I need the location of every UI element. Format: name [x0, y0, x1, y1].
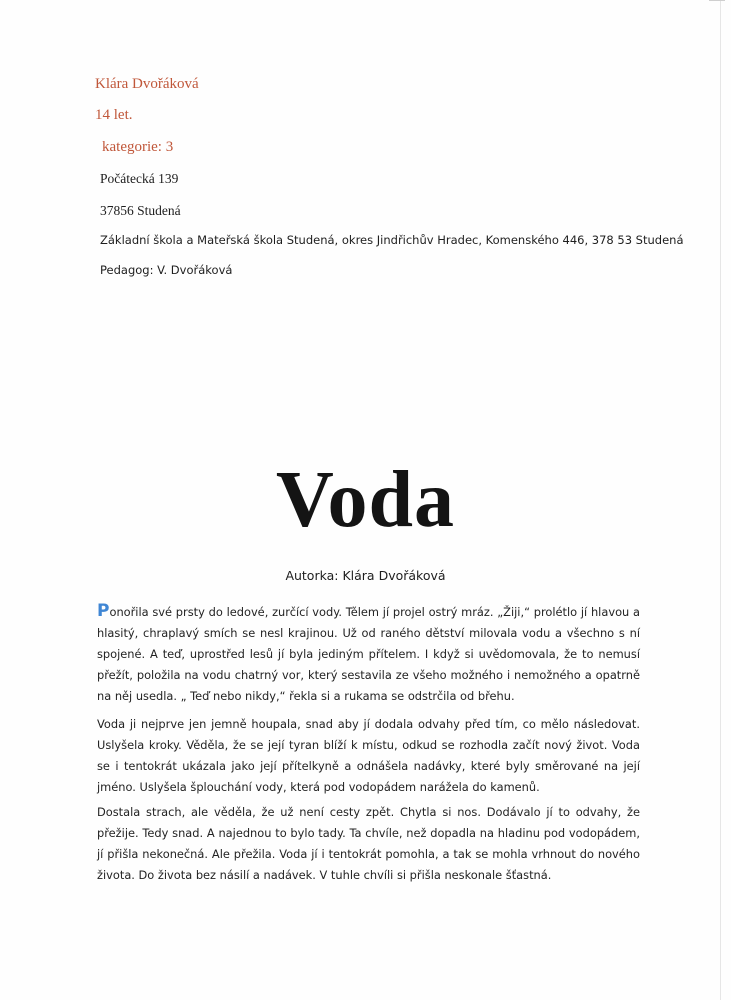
- body-paragraph-3: Dostala strach, ale věděla, že už není cesty zpět. Chytla si nos. Dodávalo jí to odvahy, že přežije. Tedy snad. A najednou to bylo tady. Ta chvíle, než dopadla na hladinu pod vodopádem, jí přišla nekonečná. Ale přežila. Voda jí i tentokrát pomohla, a tak se mohla vrhnout do nového života. Do života bez násilí a nadávek. V tuhle chvíli si přišla neskonale šťastná.: [97, 805, 640, 882]
- author-age: 14 let.: [95, 107, 133, 123]
- author-byline: Autorka: Klára Dvořáková: [285, 568, 446, 583]
- paragraph-1-text: onořila své prsty do ledové, zurčící vody. Tělem jí projel ostrý mráz. „Žiji,“ prolétlo jí hlavou a hlasitý, chraplavý smích se nesl krajinou. Už od raného dětství milovala vodu a všechno s ní spojené. A teď, uprostřed lesů jí byla jediným přítelem. I když si uvědomovala, že to nemusí přežít, položila na vodu chatrný vor, který sestavila ze všeho možného i nemožného a opatrně na něj usedla. „ Teď nebo nikdy,“ řekla si a rukama se odstrčila od břehu.: [97, 605, 640, 703]
- teacher-info: Pedagog: V. Dvořáková: [100, 263, 233, 277]
- scan-corner-mark: [709, 0, 725, 1]
- body-paragraph-2: Voda ji nejprve jen jemně houpala, snad aby jí dodala odvahy před tím, co mělo následovat. Uslyšela kroky. Věděla, že se její tyran blíží k místu, odkud se rozhodla začít nový život. Voda se i tentokrát ukázala jako její přítelkyně a odnášela nadávky, které byly směrované na její jméno. Uslyšela šplouchání vody, která pod vodopádem narážela do kamenů.: [97, 717, 640, 794]
- category-label: kategorie: 3: [102, 139, 174, 155]
- drop-cap-letter: P: [97, 601, 110, 621]
- school-info: Základní škola a Mateřská škola Studená, okres Jindřichův Hradec, Komenského 446, 378 53 Studená: [100, 233, 684, 247]
- address-city: 37856 Studená: [100, 203, 181, 218]
- author-name-header: Klára Dvořáková: [95, 76, 199, 92]
- body-paragraph-1: [97, 602, 640, 707]
- document-title: Voda: [276, 456, 455, 544]
- address-street: Počátecká 139: [100, 171, 179, 186]
